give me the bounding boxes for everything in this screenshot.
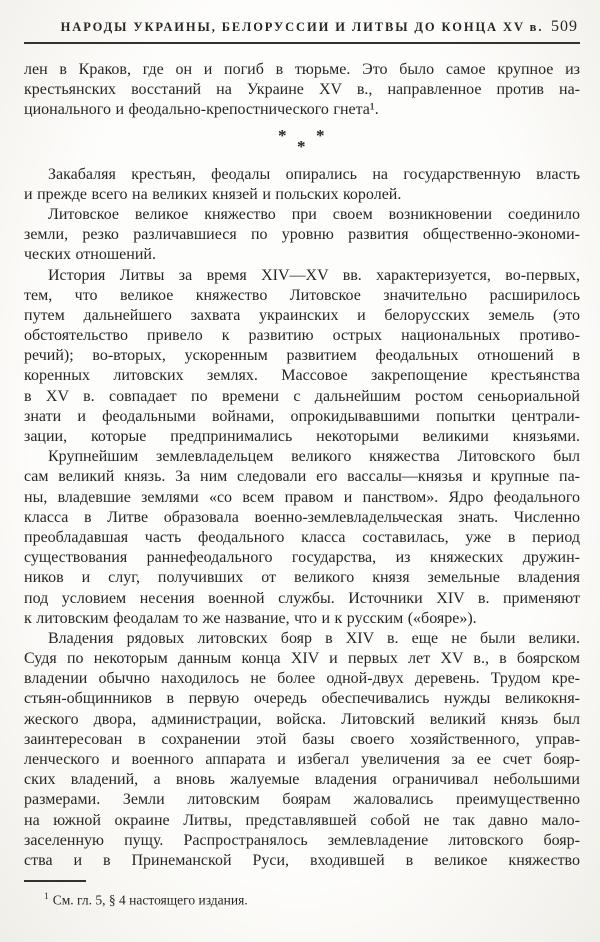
paragraph <box>24 205 580 266</box>
text-line: преобладавшая часть феодального класса составилась, уже в период <box>24 528 580 546</box>
text-line: и прежде всего на великих князей и польских королей. <box>24 185 402 203</box>
text-line: История Литвы за время XIV—XV вв. характеризуется, во-первых, <box>48 266 580 284</box>
text-line: жеского двора, администрации, войска. Литовский великий князь был <box>24 710 580 728</box>
paragraph <box>24 447 580 629</box>
text-line: ских владений, а вновь жалуемые владения ограничивал небольшими <box>24 771 580 789</box>
text-line: под условием несения военной службы. Источники XIV в. применяют <box>24 589 580 607</box>
text-line: Крупнейшим землевладельцем великого княжества Литовского был <box>48 448 580 466</box>
text-line: сам великий князь. За ним следовали его вассалы—князья и крупные па- <box>24 468 580 486</box>
paragraph <box>24 266 580 448</box>
asterisk-icon: * <box>278 125 287 145</box>
text-line: заселенную пущу. Распространялось землевладение литовского бояр- <box>24 831 580 849</box>
text-line: Закабаляя крестьян, феодалы опирались на государственную власть <box>48 165 580 183</box>
paragraph <box>24 629 580 871</box>
text-line: в XV в. совпадает по времени с дальнейшим ростом сеньориальной <box>24 387 580 405</box>
text-line: лен в Краков, где он и погиб в тюрьме. Это было самое крупное из <box>24 61 580 78</box>
paragraph <box>24 60 580 121</box>
text-line: ческих отношений. <box>24 246 156 264</box>
text-line: зации, которые предпринимались некоторыми великими князьями. <box>24 428 580 445</box>
text-line: знати и феодальными войнами, опрокидывавшими попытки централи- <box>24 407 580 425</box>
text-line: коренных литовских землях. Массовое закрепощение крестьянства <box>24 367 580 385</box>
footnote-rule <box>24 880 86 882</box>
text-line: ционального и феодально-крепостнического гнета¹. <box>24 101 379 119</box>
asterisk-icon: * <box>316 125 325 145</box>
text-line: Литовское великое княжество при своем возникновении соединило <box>48 205 580 223</box>
footnote <box>24 888 580 910</box>
text-line: Судя по некоторым данным конца XIV и первых лет XV в., в боярском <box>24 650 580 668</box>
footnote-text: См. гл. 5, § 4 настоящего издания. <box>52 892 248 908</box>
text-line: Владения рядовых литовских бояр в XIV в. еще не были велики. <box>48 629 580 647</box>
paragraph <box>24 165 580 205</box>
text-line: путем дальнейшего захвата украинских и белорусских земель (это <box>24 306 580 324</box>
text-line: земли, резко различавшиеся по уровню развития общественно-экономи- <box>24 226 580 244</box>
text-line: крестьянских восстаний на Украине XV в., направленное против на- <box>24 81 580 99</box>
text-line: на южной окраине Литвы, представлявшей собой не так давно мало- <box>24 811 580 829</box>
text-line: речий); во-вторых, ускоренным развитием феодальных отношений в <box>24 347 580 365</box>
text-line: ны, владевшие землями «со всем правом и панством». Ядро феодального <box>24 488 580 506</box>
running-head: НАРОДЫ УКРАИНЫ, БЕЛОРУССИИ И ЛИТВЫ ДО КОНЦА XV в. <box>60 20 544 34</box>
page-number: 509 <box>551 18 578 35</box>
asterisk-icon: * <box>297 136 306 156</box>
text-line: обстоятельство привело к развитию острых национальных противо- <box>24 327 580 345</box>
text-line: стьян-общинников в первую очередь обеспечивались нужды великокня- <box>24 690 580 708</box>
header-rule <box>24 42 580 44</box>
body-text <box>24 60 580 871</box>
footnote-marker: 1 <box>44 892 49 903</box>
text-line: ства и в Принеманской Руси, входившей в великое княжество <box>24 851 580 869</box>
text-line: существования раннефеодального государства, из княжеских дружин- <box>24 549 580 567</box>
text-line: владении обычно находилось не более одной-двух деревень. Трудом кре- <box>24 670 580 688</box>
text-line: заинтересован в сохранении этой базы своего хозяйственного, управ- <box>24 730 580 748</box>
text-line: размерами. Земли литовским боярам жаловались преимущественно <box>24 791 580 809</box>
text-line: класса в Литве образовала военно-землевладельческая знать. Численно <box>24 508 580 526</box>
text-line: к литовским феодалам то же название, что и к русским («бояре»). <box>24 609 477 627</box>
section-divider <box>24 126 580 160</box>
page-header <box>24 16 580 38</box>
text-line: ленческого и военного аппарата и избегал увеличения за ее счет бояр- <box>24 751 580 768</box>
text-line: ников и слуг, получивших от великого князя земельные владения <box>24 569 580 587</box>
text-line: тем, что великое княжество Литовское значительно расширилось <box>24 286 580 304</box>
